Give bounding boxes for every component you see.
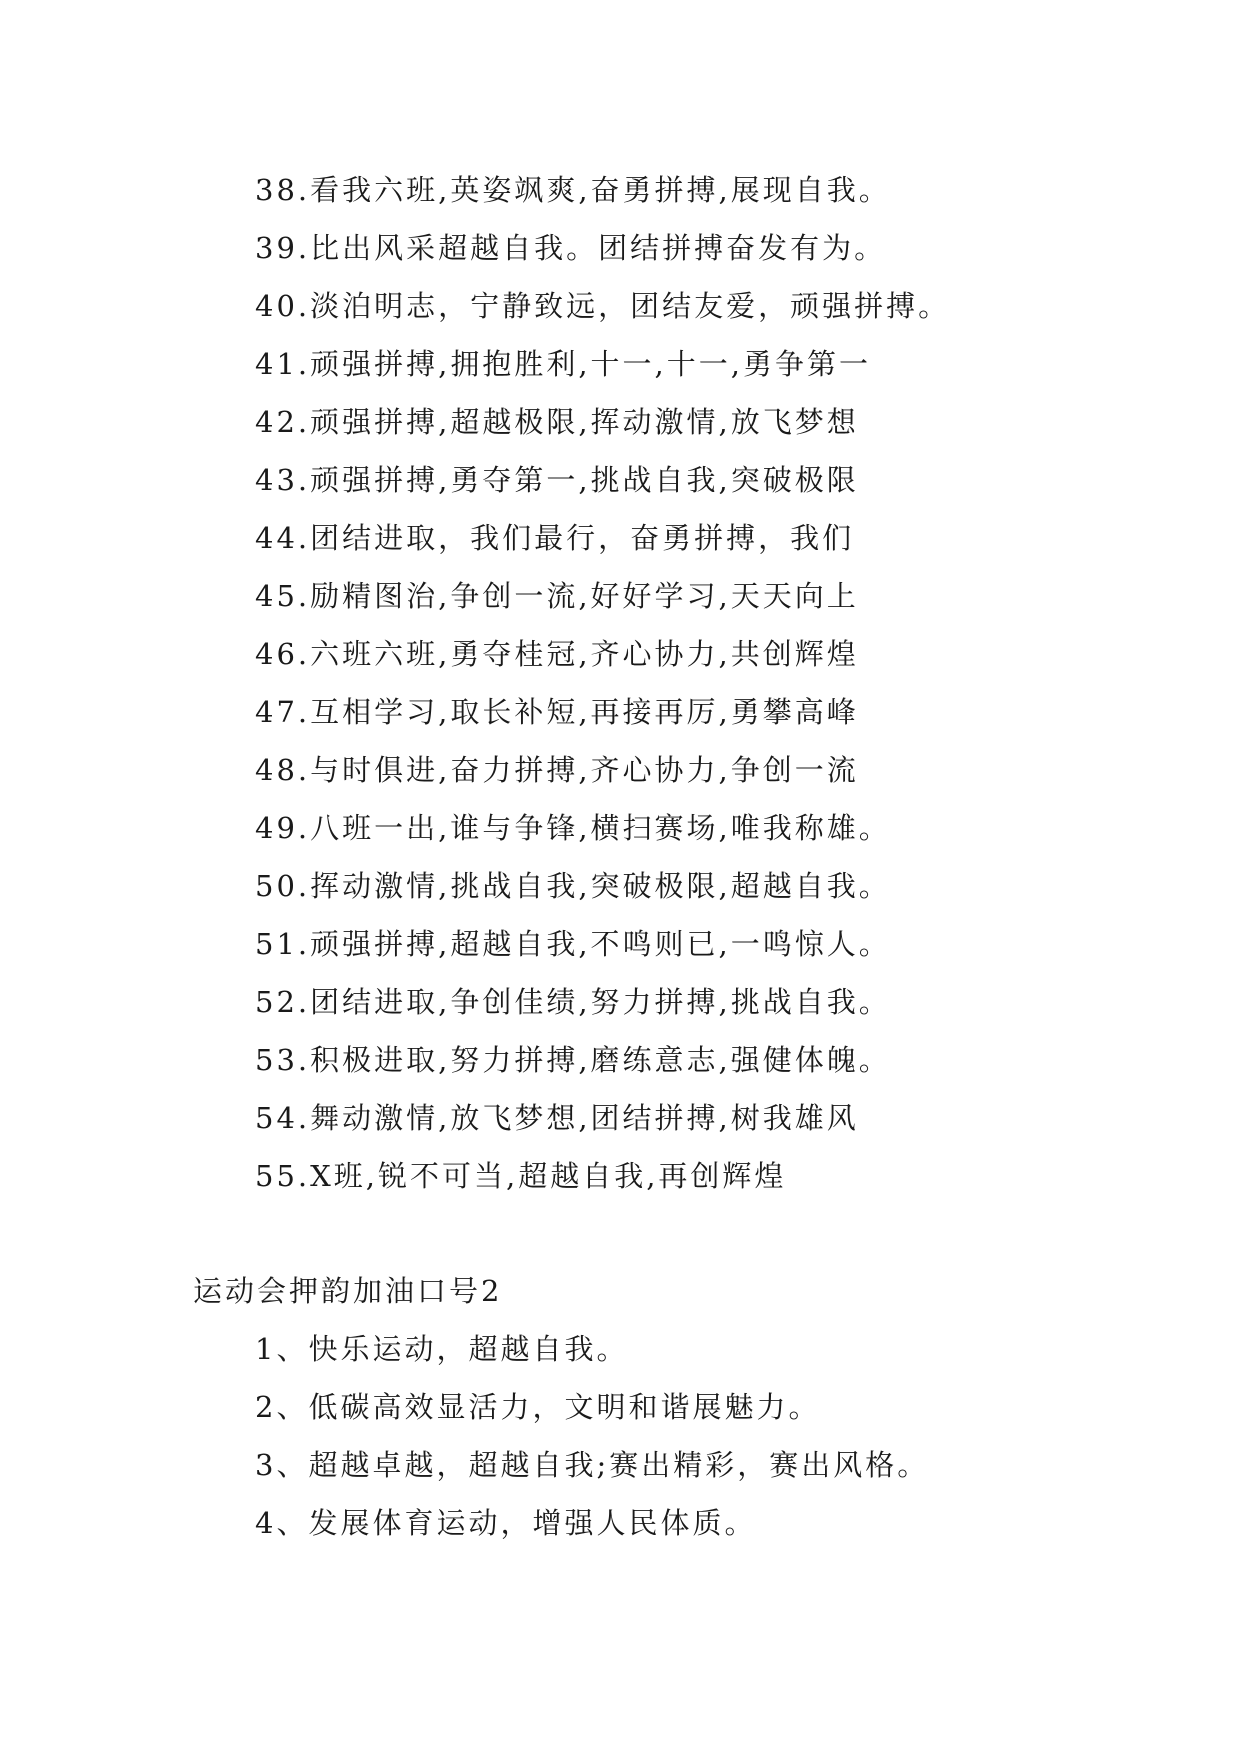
slogan-list-continued: [255, 161, 1155, 1205]
slogan-line: 47.互相学习,取长补短,再接再厉,勇攀高峰: [255, 695, 859, 729]
slogan-line: 54.舞动激情,放飞梦想,团结拼搏,树我雄风: [255, 1101, 859, 1135]
slogan-line: 51.顽强拼搏,超越自我,不鸣则已,一鸣惊人。: [255, 927, 891, 961]
slogan-line: 38.看我六班,英姿飒爽,奋勇拼搏,展现自我。: [255, 173, 891, 207]
slogan-line: 44.团结进取，我们最行，奋勇拼搏，我们: [255, 521, 855, 555]
slogan-line: 1、快乐运动，超越自我。: [255, 1332, 629, 1366]
slogan-line: 49.八班一出,谁与争锋,横扫赛场,唯我称雄。: [255, 811, 891, 845]
slogan-line: 39.比出风采超越自我。团结拼搏奋发有为。: [255, 231, 887, 265]
slogan-line: 41.顽强拼搏,拥抱胜利,十一,十一,勇争第一: [255, 347, 871, 381]
section-title: 运动会押韵加油口号2: [193, 1274, 503, 1308]
slogan-line: 46.六班六班,勇夺桂冠,齐心协力,共创辉煌: [255, 637, 859, 671]
slogan-line: 55.X班,锐不可当,超越自我,再创辉煌: [255, 1159, 787, 1193]
slogan-list-section-2: [255, 1320, 1155, 1552]
slogan-line: 53.积极进取,努力拼搏,磨练意志,强健体魄。: [255, 1043, 891, 1077]
slogan-line: 52.团结进取,争创佳绩,努力拼搏,挑战自我。: [255, 985, 891, 1019]
slogan-line: 45.励精图治,争创一流,好好学习,天天向上: [255, 579, 859, 613]
slogan-line: 42.顽强拼搏,超越极限,挥动激情,放飞梦想: [255, 405, 859, 439]
slogan-line: 43.顽强拼搏,勇夺第一,挑战自我,突破极限: [255, 463, 859, 497]
slogan-line: 48.与时俱进,奋力拼搏,齐心协力,争创一流: [255, 753, 859, 787]
slogan-line: 50.挥动激情,挑战自我,突破极限,超越自我。: [255, 869, 891, 903]
slogan-line: 2、低碳高效显活力，文明和谐展魅力。: [255, 1390, 821, 1424]
slogan-line: 40.淡泊明志，宁静致远，团结友爱，顽强拼搏。: [255, 289, 951, 323]
slogan-line: 3、超越卓越，超越自我;赛出精彩，赛出风格。: [255, 1448, 930, 1482]
slogan-line: 4、发展体育运动，增强人民体质。: [255, 1506, 757, 1540]
